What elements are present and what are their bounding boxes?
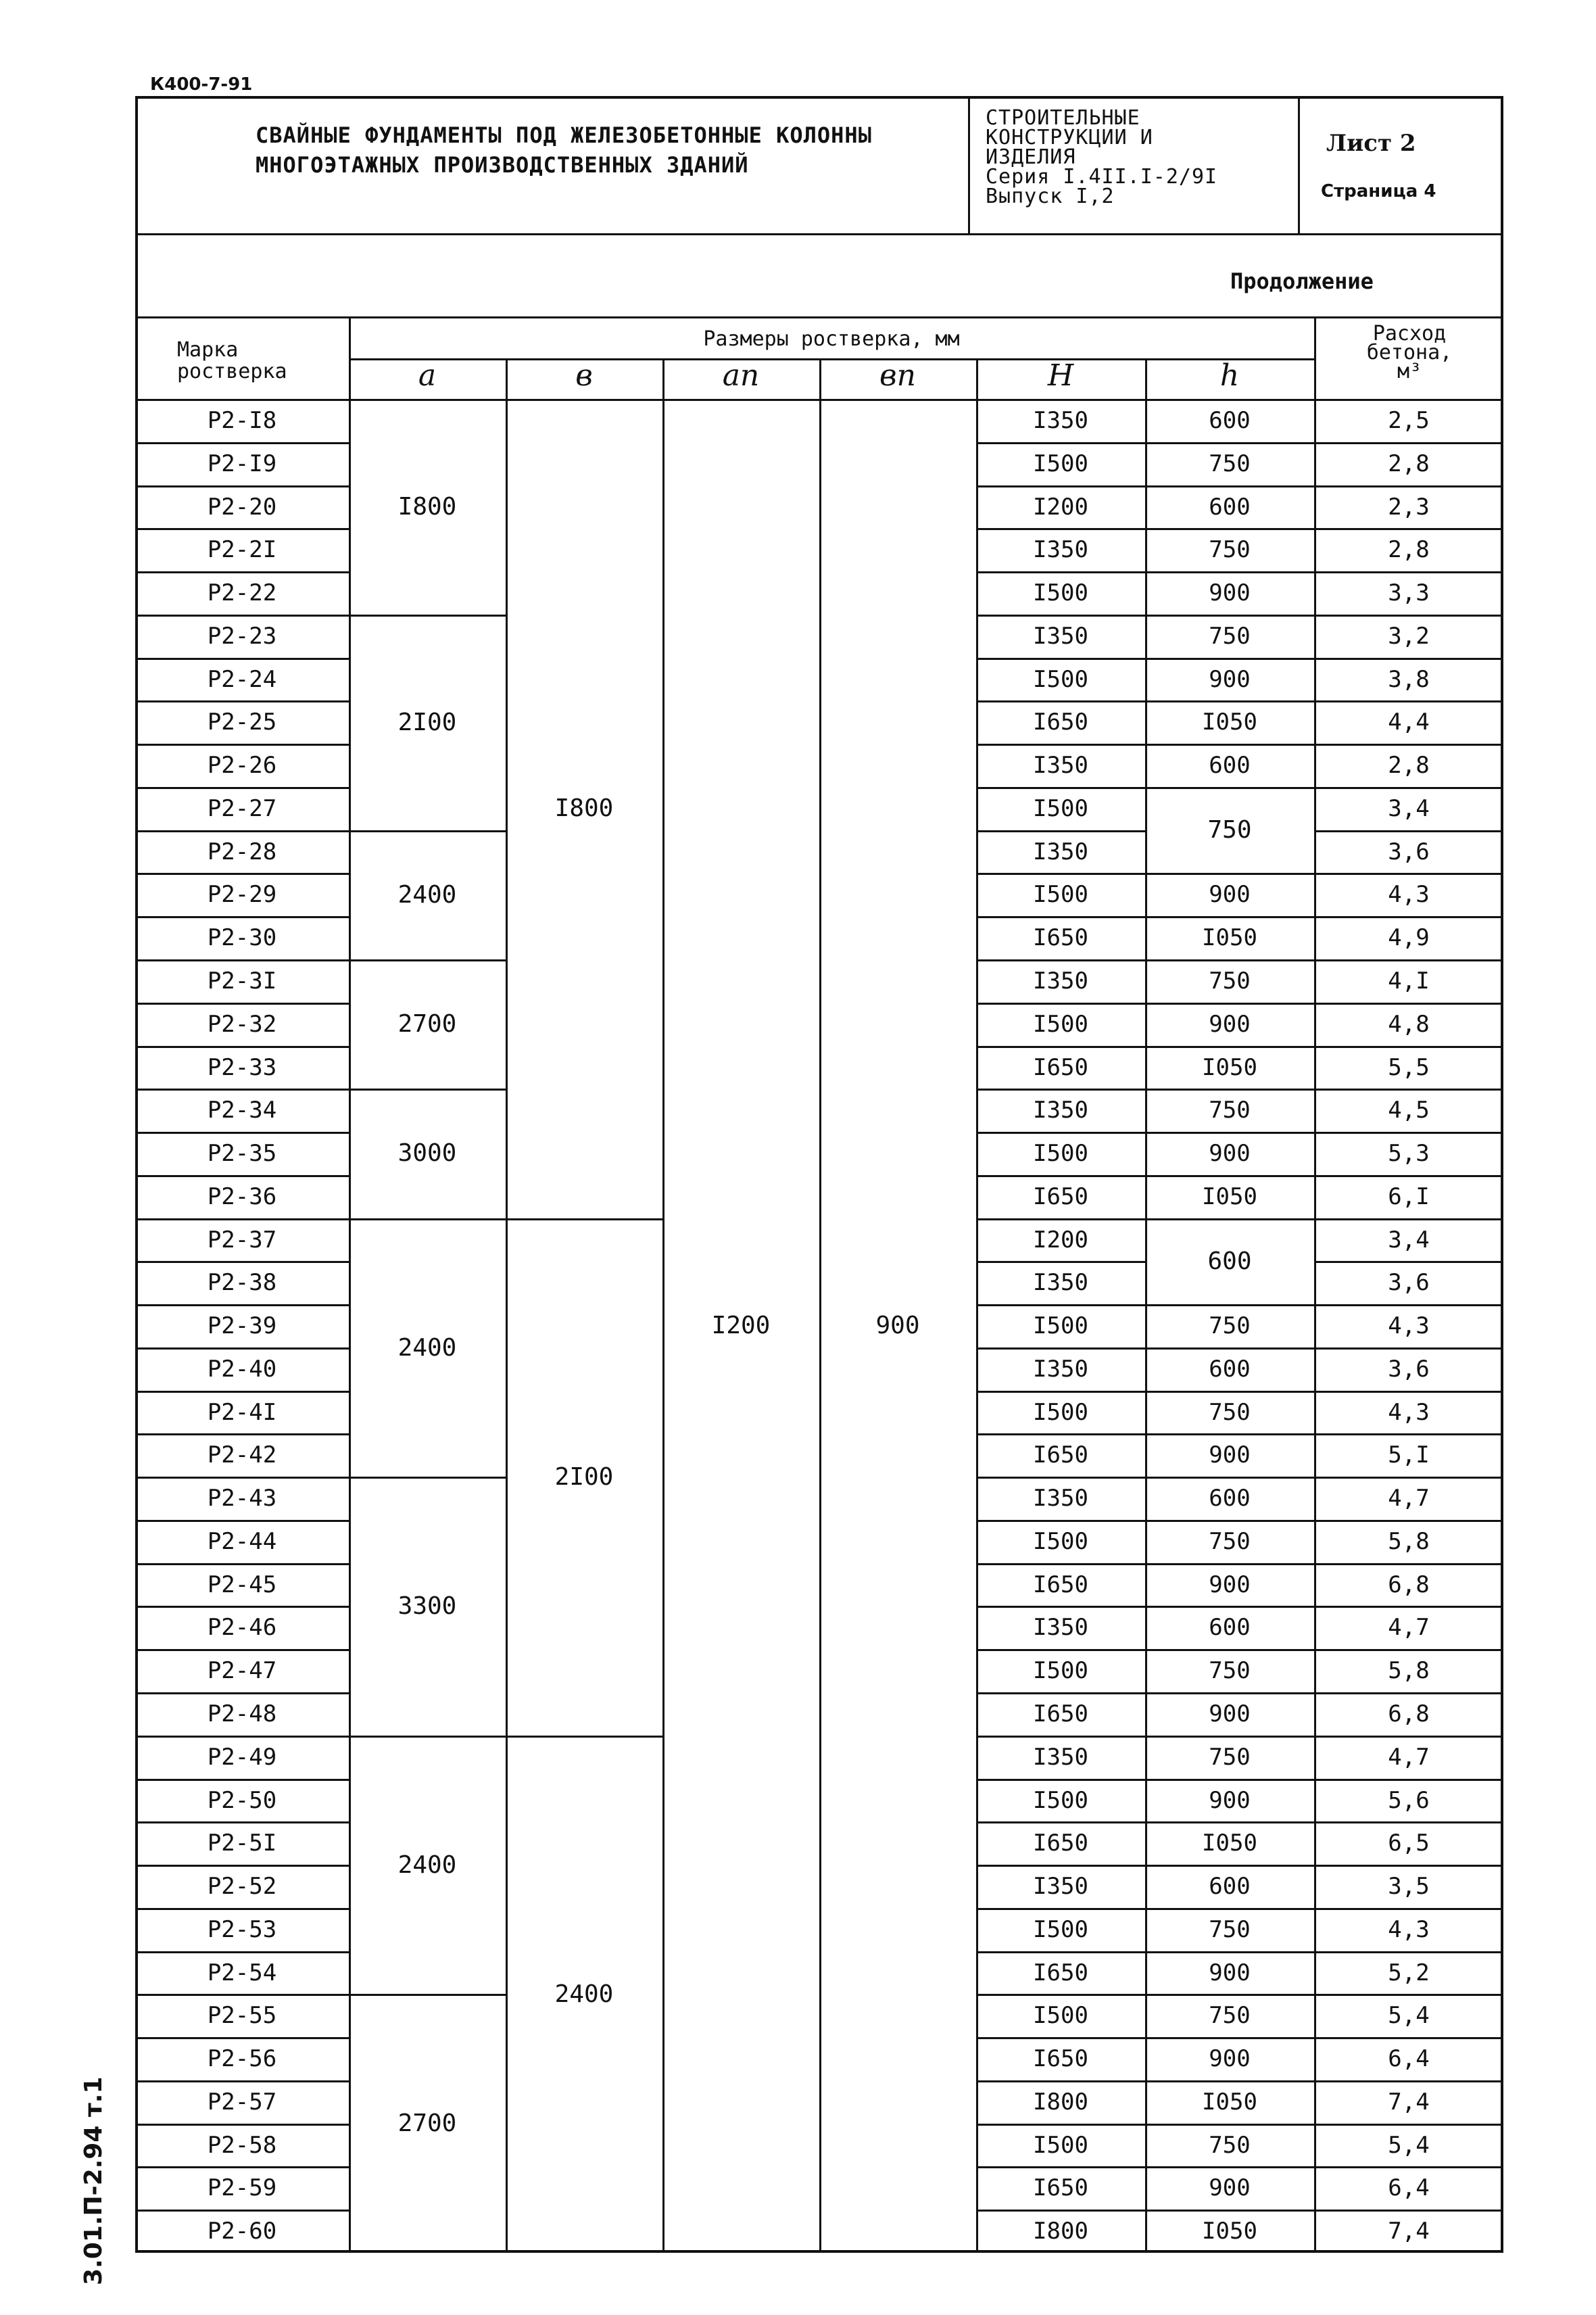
- mark-header-line-2: ростверка: [177, 360, 287, 383]
- sheet-label: Лист 2: [1326, 130, 1416, 157]
- concrete-cell: 5,4: [1388, 2132, 1430, 2159]
- a-merged-cell: 2400: [397, 881, 457, 909]
- mark-cell: Р2-24: [207, 666, 277, 693]
- H-cell: I350: [1033, 752, 1088, 779]
- H-cell: I350: [1033, 838, 1088, 865]
- series-line-3: ИЗДЕЛИЯ: [986, 145, 1076, 169]
- title-divider-2: [1298, 96, 1300, 235]
- mark-cell: Р2-43: [207, 1485, 277, 1512]
- concrete-header-line-2: бетона,: [1366, 341, 1453, 364]
- concrete-cell: 6,5: [1388, 1830, 1430, 1857]
- mark-cell: Р2-32: [207, 1011, 277, 1038]
- H-cell: I650: [1033, 709, 1088, 736]
- header-an: aп: [722, 358, 760, 393]
- concrete-cell: 7,4: [1388, 2218, 1430, 2245]
- H-cell: I500: [1033, 2132, 1088, 2159]
- concrete-cell: 2,8: [1388, 450, 1430, 477]
- mark-cell: Р2-46: [207, 1614, 277, 1641]
- H-cell: I650: [1033, 1700, 1088, 1727]
- concrete-cell: 4,5: [1388, 1097, 1430, 1124]
- H-cell: I350: [1033, 1744, 1088, 1771]
- concrete-cell: 5,6: [1388, 1787, 1430, 1814]
- H-cell: I650: [1033, 1054, 1088, 1081]
- H-cell: I500: [1033, 1011, 1088, 1038]
- concrete-cell: 3,5: [1388, 1873, 1430, 1900]
- concrete-cell: 4,8: [1388, 1011, 1430, 1038]
- h-merged-cell: 750: [1207, 816, 1252, 844]
- b-merged-cell: I800: [554, 794, 614, 822]
- concrete-cell: 6,I: [1388, 1183, 1430, 1210]
- concrete-cell: 5,I: [1388, 1441, 1430, 1469]
- H-cell: I650: [1033, 924, 1088, 951]
- mark-cell: Р2-40: [207, 1356, 277, 1383]
- mark-cell: Р2-23: [207, 623, 277, 650]
- h-cell: 750: [1209, 450, 1251, 477]
- h-cell: I050: [1202, 2089, 1257, 2116]
- h-cell: 750: [1209, 1312, 1251, 1339]
- mark-cell: Р2-20: [207, 494, 277, 521]
- concrete-cell: 4,I: [1388, 968, 1430, 995]
- h-cell: 900: [1209, 1571, 1251, 1598]
- h-cell: I050: [1202, 924, 1257, 951]
- h-cell: 900: [1209, 1140, 1251, 1167]
- h-cell: 600: [1209, 1485, 1251, 1512]
- a-merged-cell: 2700: [397, 2109, 457, 2137]
- concrete-cell: 3,2: [1388, 623, 1430, 650]
- concrete-cell: 3,4: [1388, 1226, 1430, 1254]
- concrete-header-line-1: Расход: [1372, 322, 1447, 345]
- h-cell: 900: [1209, 1787, 1251, 1814]
- concrete-cell: 4,9: [1388, 924, 1430, 951]
- series-info: [986, 108, 1217, 206]
- concrete-cell: 3,6: [1388, 1269, 1430, 1296]
- mark-cell: Р2-29: [207, 881, 277, 908]
- H-cell: I500: [1033, 881, 1088, 908]
- H-cell: I350: [1033, 1097, 1088, 1124]
- h-cell: 600: [1209, 752, 1251, 779]
- mark-cell: Р2-58: [207, 2132, 277, 2159]
- h-cell: 750: [1209, 2002, 1251, 2029]
- concrete-cell: 2,5: [1388, 407, 1430, 434]
- h-cell: 900: [1209, 666, 1251, 693]
- concrete-cell: 5,3: [1388, 1140, 1430, 1167]
- mark-cell: Р2-22: [207, 579, 277, 606]
- concrete-cell: 4,7: [1388, 1614, 1430, 1641]
- title-line-2: МНОГОЭТАЖНЫХ ПРОИЗВОДСТВЕННЫХ ЗДАНИЙ: [256, 152, 749, 178]
- concrete-header-line-3: м³: [1397, 360, 1422, 383]
- H-cell: I650: [1033, 1830, 1088, 1857]
- H-cell: I200: [1033, 494, 1088, 521]
- h-merged-cell: 600: [1207, 1247, 1252, 1275]
- a-merged-cell: I800: [397, 493, 457, 521]
- H-cell: I500: [1033, 450, 1088, 477]
- H-cell: I650: [1033, 2045, 1088, 2072]
- mark-cell: Р2-I9: [207, 450, 277, 477]
- H-cell: I200: [1033, 1226, 1088, 1254]
- table-top-line: [135, 316, 1503, 318]
- H-cell: I500: [1033, 666, 1088, 693]
- concrete-cell: 5,5: [1388, 1054, 1430, 1081]
- mark-cell: Р2-38: [207, 1269, 277, 1296]
- h-cell: 750: [1209, 1657, 1251, 1684]
- h-cell: I050: [1202, 1054, 1257, 1081]
- H-cell: I800: [1033, 2089, 1088, 2116]
- H-cell: I500: [1033, 1528, 1088, 1555]
- concrete-cell: 5,2: [1388, 1959, 1430, 1986]
- H-cell: I350: [1033, 1873, 1088, 1900]
- mark-cell: Р2-59: [207, 2174, 277, 2201]
- h-cell: 600: [1209, 494, 1251, 521]
- concrete-cell: 4,3: [1388, 1399, 1430, 1426]
- H-cell: I500: [1033, 579, 1088, 606]
- mark-cell: Р2-49: [207, 1744, 277, 1771]
- mark-cell: Р2-26: [207, 752, 277, 779]
- concrete-cell: 4,7: [1388, 1744, 1430, 1771]
- mark-header-line-1: Марка: [177, 338, 239, 362]
- mark-cell: Р2-27: [207, 795, 277, 822]
- h-cell: 900: [1209, 2045, 1251, 2072]
- header-H: H: [1047, 358, 1074, 393]
- mark-cell: Р2-48: [207, 1700, 277, 1727]
- mark-cell: Р2-36: [207, 1183, 277, 1210]
- concrete-cell: 7,4: [1388, 2089, 1430, 2116]
- H-cell: I350: [1033, 623, 1088, 650]
- h-cell: I050: [1202, 2218, 1257, 2245]
- series-line-4: Серия I.4II.I-2/9I: [986, 165, 1218, 189]
- mark-cell: Р2-4I: [207, 1399, 277, 1426]
- h-cell: I050: [1202, 1183, 1257, 1210]
- concrete-cell: 2,3: [1388, 494, 1430, 521]
- concrete-cell: 3,6: [1388, 838, 1430, 865]
- concrete-cell: 4,3: [1388, 1916, 1430, 1943]
- mark-cell: Р2-33: [207, 1054, 277, 1081]
- mark-cell: Р2-42: [207, 1441, 277, 1469]
- h-cell: I050: [1202, 709, 1257, 736]
- H-cell: I500: [1033, 1399, 1088, 1426]
- h-cell: 750: [1209, 1916, 1251, 1943]
- H-cell: I500: [1033, 1140, 1088, 1167]
- series-line-1: СТРОИТЕЛЬНЫЕ: [986, 106, 1140, 130]
- side-document-code: 3.01.П-2.94 т.1: [80, 2076, 107, 2285]
- mark-cell: Р2-28: [207, 838, 277, 865]
- H-cell: I500: [1033, 1312, 1088, 1339]
- h-cell: 750: [1209, 968, 1251, 995]
- concrete-cell: 5,8: [1388, 1657, 1430, 1684]
- b-merged-cell: 2400: [554, 1980, 614, 2008]
- H-cell: I650: [1033, 1183, 1088, 1210]
- title-line-1: СВАЙНЫЕ ФУНДАМЕНТЫ ПОД ЖЕЛЕЗОБЕТОННЫЕ КОЛОННЫ: [256, 122, 872, 148]
- a-merged-cell: 2400: [397, 1334, 457, 1362]
- header-bn: вп: [879, 358, 916, 393]
- h-cell: 900: [1209, 579, 1251, 606]
- H-cell: I500: [1033, 1916, 1088, 1943]
- a-merged-cell: 2700: [397, 1010, 457, 1038]
- H-cell: I650: [1033, 2174, 1088, 2201]
- concrete-cell: 3,3: [1388, 579, 1430, 606]
- series-line-2: КОНСТРУКЦИИ И: [986, 126, 1153, 149]
- mark-cell: Р2-37: [207, 1226, 277, 1254]
- h-cell: 750: [1209, 536, 1251, 563]
- h-cell: 750: [1209, 1528, 1251, 1555]
- a-merged-cell: 3000: [397, 1139, 457, 1167]
- H-cell: I350: [1033, 1356, 1088, 1383]
- concrete-cell: 2,8: [1388, 752, 1430, 779]
- mark-cell: Р2-60: [207, 2218, 277, 2245]
- page-label: Страница 4: [1321, 181, 1436, 201]
- h-cell: 900: [1209, 1011, 1251, 1038]
- concrete-cell: 4,4: [1388, 709, 1430, 736]
- H-cell: I650: [1033, 1441, 1088, 1469]
- H-cell: I500: [1033, 2002, 1088, 2029]
- h-cell: 600: [1209, 1873, 1251, 1900]
- mark-cell: Р2-57: [207, 2089, 277, 2116]
- concrete-cell: 6,8: [1388, 1700, 1430, 1727]
- mark-cell: Р2-I8: [207, 407, 277, 434]
- mark-cell: Р2-5I: [207, 1830, 277, 1857]
- h-cell: 900: [1209, 2174, 1251, 2201]
- concrete-cell: 6,4: [1388, 2174, 1430, 2201]
- H-cell: I500: [1033, 795, 1088, 822]
- h-cell: 750: [1209, 1399, 1251, 1426]
- mark-cell: Р2-56: [207, 2045, 277, 2072]
- concrete-cell: 3,6: [1388, 1356, 1430, 1383]
- continuation-label: Продолжение: [1230, 268, 1374, 294]
- concrete-cell: 4,3: [1388, 881, 1430, 908]
- concrete-cell: 6,4: [1388, 2045, 1430, 2072]
- h-cell: 750: [1209, 1097, 1251, 1124]
- mark-cell: Р2-54: [207, 1959, 277, 1986]
- header-h: h: [1219, 358, 1240, 393]
- a-merged-cell: 3300: [397, 1592, 457, 1620]
- H-cell: I500: [1033, 1787, 1088, 1814]
- h-cell: 750: [1209, 2132, 1251, 2159]
- H-cell: I800: [1033, 2218, 1088, 2245]
- mark-cell: Р2-50: [207, 1787, 277, 1814]
- header-b: в: [575, 358, 593, 393]
- mark-cell: Р2-39: [207, 1312, 277, 1339]
- mark-cell: Р2-44: [207, 1528, 277, 1555]
- mark-cell: Р2-3I: [207, 968, 277, 995]
- h-cell: 900: [1209, 1441, 1251, 1469]
- H-cell: I350: [1033, 407, 1088, 434]
- b-merged-cell: 2I00: [554, 1463, 614, 1491]
- h-cell: 900: [1209, 1700, 1251, 1727]
- concrete-cell: 3,8: [1388, 666, 1430, 693]
- document-title: [256, 120, 872, 180]
- H-cell: I350: [1033, 968, 1088, 995]
- concrete-cell: 4,3: [1388, 1312, 1430, 1339]
- H-cell: I500: [1033, 1657, 1088, 1684]
- a-merged-cell: 2400: [397, 1851, 457, 1879]
- H-cell: I350: [1033, 536, 1088, 563]
- concrete-cell: 6,8: [1388, 1571, 1430, 1598]
- mark-cell: Р2-35: [207, 1140, 277, 1167]
- mark-cell: Р2-30: [207, 924, 277, 951]
- h-cell: 600: [1209, 407, 1251, 434]
- concrete-cell: 5,8: [1388, 1528, 1430, 1555]
- h-cell: 750: [1209, 1744, 1251, 1771]
- mark-cell: Р2-52: [207, 1873, 277, 1900]
- mark-cell: Р2-34: [207, 1097, 277, 1124]
- H-cell: I350: [1033, 1485, 1088, 1512]
- document-code: К400-7-91: [150, 74, 253, 95]
- h-cell: 600: [1209, 1614, 1251, 1641]
- mark-cell: Р2-25: [207, 709, 277, 736]
- h-cell: 900: [1209, 881, 1251, 908]
- concrete-cell: 3,4: [1388, 795, 1430, 822]
- series-line-5: Выпуск I,2: [986, 185, 1115, 208]
- H-cell: I350: [1033, 1614, 1088, 1641]
- H-cell: I650: [1033, 1959, 1088, 1986]
- title-divider-1: [968, 96, 970, 235]
- H-cell: I650: [1033, 1571, 1088, 1598]
- concrete-cell: 5,4: [1388, 2002, 1430, 2029]
- mark-header: [177, 339, 287, 383]
- a-merged-cell: 2I00: [397, 709, 457, 736]
- mark-cell: Р2-2I: [207, 536, 277, 563]
- mark-cell: Р2-47: [207, 1657, 277, 1684]
- concrete-header: [1318, 322, 1501, 383]
- mark-cell: Р2-55: [207, 2002, 277, 2029]
- concrete-cell: 4,7: [1388, 1485, 1430, 1512]
- h-cell: 900: [1209, 1959, 1251, 1986]
- sizes-group-header: Размеры ростверка, мм: [703, 327, 960, 351]
- mark-cell: Р2-45: [207, 1571, 277, 1598]
- concrete-cell: 2,8: [1388, 536, 1430, 563]
- H-cell: I350: [1033, 1269, 1088, 1296]
- h-cell: 600: [1209, 1356, 1251, 1383]
- an-merged-cell: I200: [711, 1312, 771, 1339]
- h-cell: I050: [1202, 1830, 1257, 1857]
- bn-merged-cell: 900: [875, 1312, 920, 1339]
- mark-cell: Р2-53: [207, 1916, 277, 1943]
- h-cell: 750: [1209, 623, 1251, 650]
- header-a: a: [418, 358, 437, 393]
